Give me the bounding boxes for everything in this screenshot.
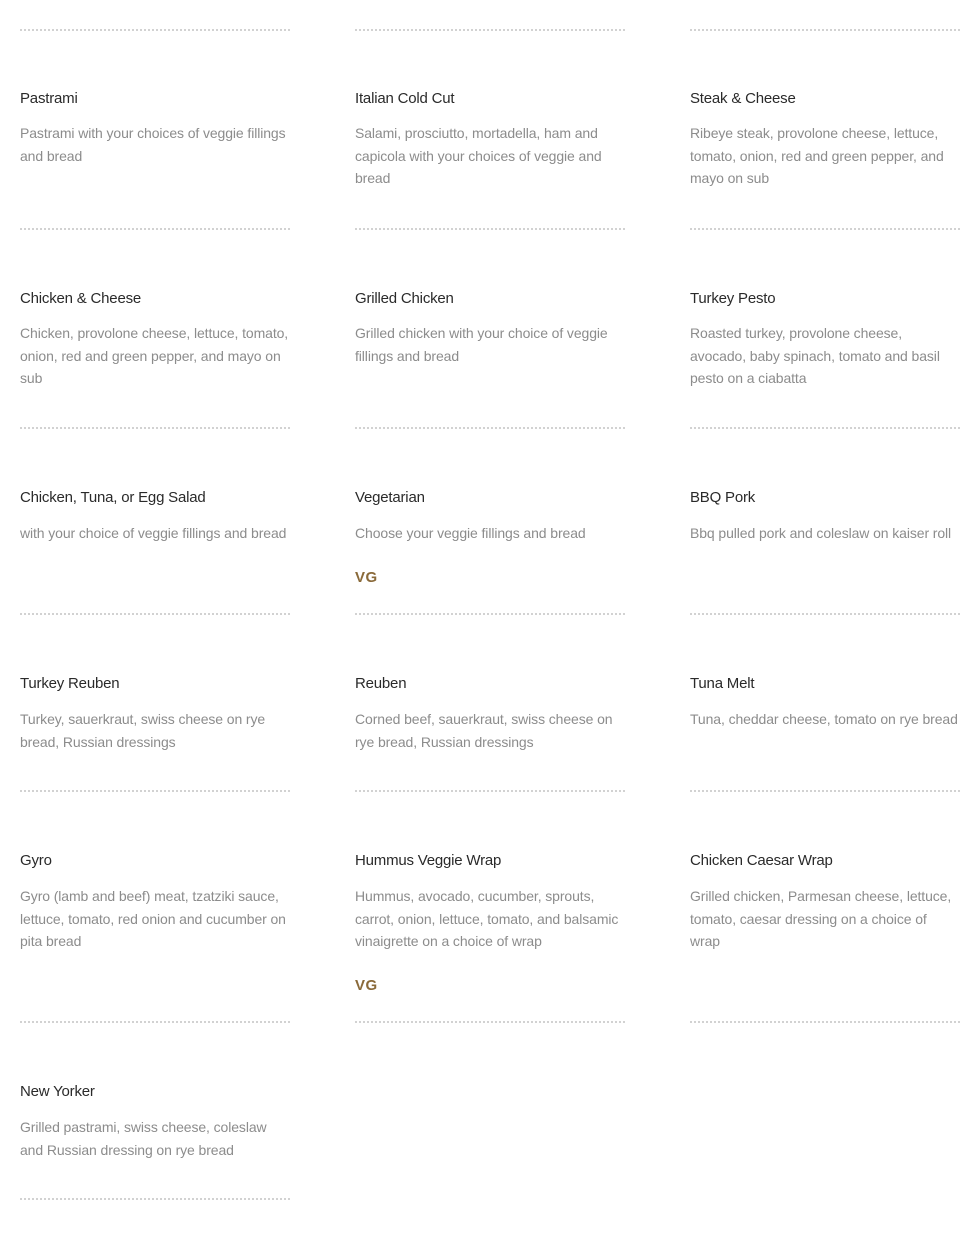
divider bbox=[20, 29, 290, 31]
item-name: Reuben bbox=[355, 675, 407, 692]
divider bbox=[355, 228, 625, 230]
item-name: New Yorker bbox=[20, 1083, 95, 1100]
divider bbox=[20, 1198, 290, 1200]
divider bbox=[355, 613, 625, 615]
divider bbox=[20, 790, 290, 792]
item-description: Chicken, provolone cheese, lettuce, tomato, onion, red and green pepper, and mayo on sub bbox=[20, 325, 289, 386]
item-name: Chicken Caesar Wrap bbox=[690, 852, 833, 869]
item-description: Choose your veggie fillings and bread bbox=[355, 525, 586, 541]
vegan-badge: VG bbox=[355, 977, 378, 994]
divider bbox=[20, 427, 290, 429]
divider bbox=[355, 790, 625, 792]
item-name: Gyro bbox=[20, 852, 52, 869]
item-name: Grilled Chicken bbox=[355, 290, 454, 307]
item-description: Grilled pastrami, swiss cheese, coleslaw and Russian dressing on rye bread bbox=[20, 1119, 267, 1158]
item-name: Chicken & Cheese bbox=[20, 290, 142, 307]
item-name: Turkey Pesto bbox=[690, 290, 776, 307]
divider bbox=[355, 427, 625, 429]
item-description: Turkey, sauerkraut, swiss cheese on rye bread, Russian dressings bbox=[20, 711, 266, 750]
item-description: Pastrami with your choices of veggie fillings and bread bbox=[20, 125, 286, 164]
item-name: Turkey Reuben bbox=[20, 675, 120, 692]
item-description: Corned beef, sauerkraut, swiss cheese on rye bread, Russian dressings bbox=[355, 711, 613, 750]
divider bbox=[20, 1021, 290, 1023]
divider bbox=[690, 613, 960, 615]
item-name: Tuna Melt bbox=[690, 675, 755, 692]
item-description: Grilled chicken, Parmesan cheese, lettuce, tomato, caesar dressing on a choice of wrap bbox=[690, 888, 952, 949]
item-name: Steak & Cheese bbox=[690, 90, 796, 107]
item-description: Roasted turkey, provolone cheese, avocado, baby spinach, tomato and basil pesto on a ciabatta bbox=[690, 325, 940, 386]
item-name: Vegetarian bbox=[355, 489, 425, 506]
divider bbox=[690, 228, 960, 230]
item-name: Hummus Veggie Wrap bbox=[355, 852, 502, 869]
divider bbox=[355, 1021, 625, 1023]
item-description: Gyro (lamb and beef) meat, tzatziki sauce, lettuce, tomato, red onion and cucumber on pita bread bbox=[20, 888, 286, 949]
item-description: Bbq pulled pork and coleslaw on kaiser roll bbox=[690, 525, 952, 541]
divider bbox=[690, 1021, 960, 1023]
item-name: Pastrami bbox=[20, 90, 78, 107]
item-name: Italian Cold Cut bbox=[355, 90, 455, 107]
item-description: Tuna, cheddar cheese, tomato on rye bread bbox=[690, 711, 958, 727]
divider bbox=[20, 613, 290, 615]
item-description: Salami, prosciutto, mortadella, ham and capicola with your choices of veggie and bread bbox=[355, 125, 602, 186]
item-description: Hummus, avocado, cucumber, sprouts, carrot, onion, lettuce, tomato, and balsamic vinaigrette on a choice of wrap bbox=[355, 888, 619, 949]
divider bbox=[355, 29, 625, 31]
item-description: Grilled chicken with your choice of veggie fillings and bread bbox=[355, 325, 608, 364]
item-name: BBQ Pork bbox=[690, 489, 756, 506]
divider bbox=[690, 790, 960, 792]
item-description: Ribeye steak, provolone cheese, lettuce, tomato, onion, red and green pepper, and mayo on sub bbox=[690, 125, 944, 186]
divider bbox=[690, 427, 960, 429]
divider bbox=[690, 29, 960, 31]
vegan-badge: VG bbox=[355, 569, 378, 586]
item-name: Chicken, Tuna, or Egg Salad bbox=[20, 489, 206, 506]
item-description: with your choice of veggie fillings and bread bbox=[20, 525, 287, 541]
divider bbox=[20, 228, 290, 230]
